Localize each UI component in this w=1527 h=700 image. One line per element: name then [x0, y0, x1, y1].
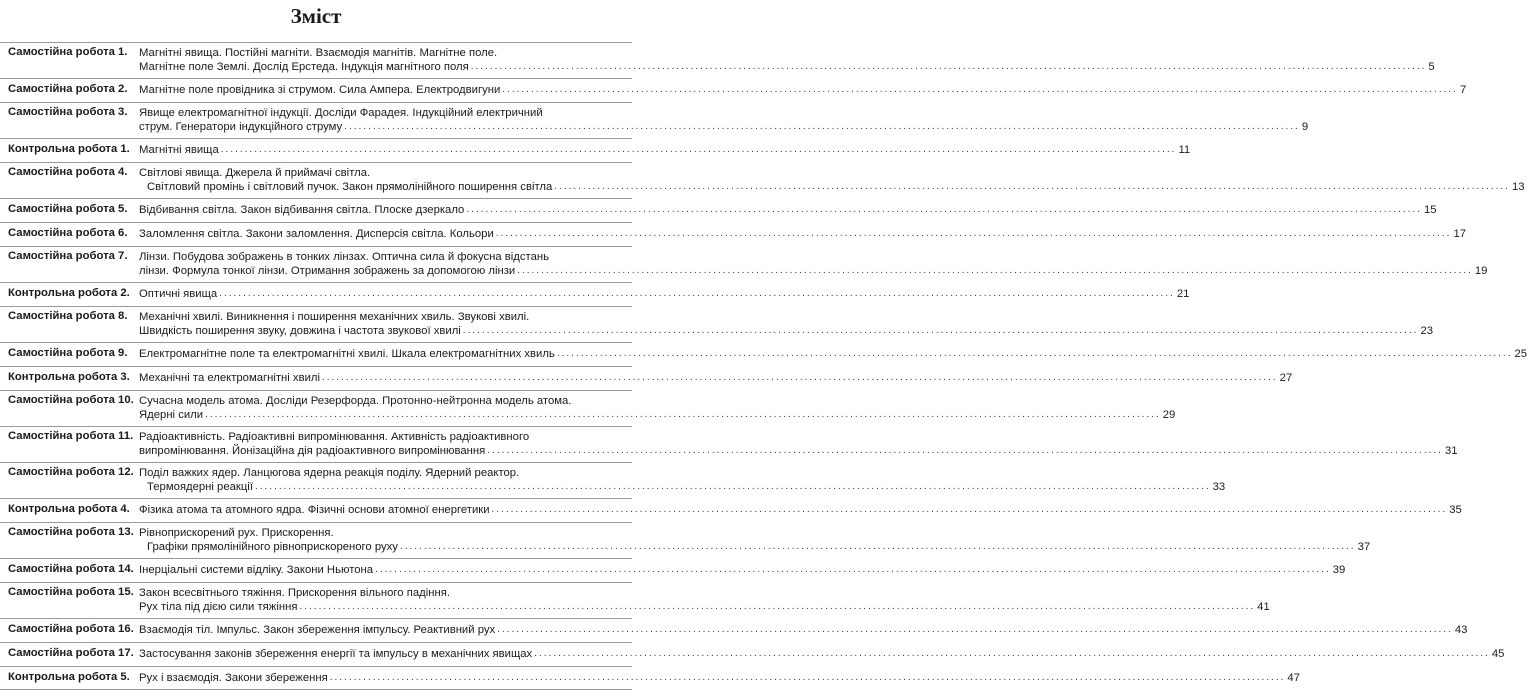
toc-entry [0, 222, 1467, 246]
toc-entry [0, 498, 1462, 522]
toc-entry [0, 366, 1293, 390]
toc-entry [0, 666, 1300, 690]
toc-entry-text: Термоядерні реакції [147, 481, 253, 493]
dot-leader: ........................................................................................................................................................................................................ [502, 84, 1458, 95]
toc-entry [0, 618, 1468, 642]
dot-leader: ........................................................................................................................................................................................................ [497, 624, 1453, 635]
toc-entry-label: Самостійна робота 9. [8, 347, 128, 359]
toc-page-number: 17 [1453, 228, 1467, 240]
toc-entry [0, 522, 1371, 558]
toc-entry-label: Самостійна робота 3. [8, 106, 128, 118]
dot-leader: ........................................................................................................................................................................................................ [344, 121, 1300, 132]
toc-entry [0, 198, 1437, 222]
toc-page-number: 19 [1474, 265, 1488, 277]
toc-page-number: 25 [1514, 348, 1527, 360]
toc-entry-text: Світлові явища. Джерела й приймачі світла. [139, 167, 371, 179]
toc-entry [0, 642, 1505, 666]
toc-page-number: 41 [1257, 601, 1270, 613]
toc-entry-label: Самостійна робота 12. [8, 466, 134, 478]
dot-leader: ........................................................................................................................................................................................................ [399, 541, 1356, 552]
toc-entry [0, 42, 1435, 78]
toc-entry [0, 138, 1191, 162]
toc-entry [0, 78, 1467, 102]
toc-entry [0, 162, 1525, 198]
dot-leader: ........................................................................................................................................................................................................ [299, 601, 1256, 612]
toc-entry-text: Електромагнітне поле та електромагнітні хвилі. Шкала електромагнітних хвиль [139, 348, 555, 360]
toc-entry-text: Застосування законів збереження енергії та імпульсу в механічних явищах [139, 648, 533, 660]
toc-entry-text: Відбивання світла. Закон відбивання світла. Плоске дзеркало [139, 204, 465, 216]
toc-entry-text: випромінювання. Йонізаційна дія радіоактивного випромінювання [139, 445, 486, 457]
toc-page-number: 23 [1420, 325, 1434, 337]
dot-leader: ........................................................................................................................................................................................................ [554, 181, 1510, 192]
dot-leader: ........................................................................................................................................................................................................ [491, 504, 1448, 515]
toc-page-number: 47 [1287, 672, 1300, 684]
toc-entry-label: Самостійна робота 7. [8, 250, 128, 262]
toc-page-number: 5 [1428, 61, 1435, 73]
toc-entry-label: Самостійна робота 11. [8, 430, 134, 442]
dot-leader: ........................................................................................................................................................................................................ [329, 672, 1286, 683]
toc-entry-label: Самостійна робота 8. [8, 310, 128, 322]
toc-entry-label: Самостійна робота 10. [8, 394, 134, 406]
toc-entry [0, 306, 1434, 342]
toc-entry-text: Графіки прямолінійного рівноприскореного руху [147, 541, 398, 553]
toc-entry-label: Самостійна робота 6. [8, 227, 128, 239]
toc-entry [0, 582, 1270, 618]
toc-entry-text: Рух і взаємодія. Закони збереження [139, 672, 328, 684]
dot-leader: ........................................................................................................................................................................................................ [556, 348, 1513, 359]
dot-leader: ........................................................................................................................................................................................................ [205, 409, 1161, 420]
toc-entry-text: Заломлення світла. Закони заломлення. Дисперсія світла. Кольори [139, 228, 494, 240]
toc-page-number: 43 [1454, 624, 1468, 636]
toc-entry-text: Ядерні сили [139, 409, 204, 421]
toc-page-number: 21 [1176, 288, 1190, 300]
dot-leader: ........................................................................................................................................................................................................ [220, 144, 1177, 155]
toc-entry-text: Оптичні явища [139, 288, 218, 300]
toc-entry-label: Контрольна робота 1. [8, 143, 130, 155]
toc-entry-label: Самостійна робота 17. [8, 647, 134, 659]
dot-leader: ........................................................................................................................................................................................................ [517, 265, 1473, 276]
toc-entry-text: Сучасна модель атома. Досліди Резерфорда. Протонно-нейтронна модель атома. [139, 395, 572, 407]
dot-leader: ........................................................................................................................................................................................................ [495, 228, 1452, 239]
toc-entry-label: Контрольна робота 5. [8, 671, 130, 683]
toc-entry-text: Рівноприскорений рух. Прискорення. [139, 527, 334, 539]
toc-entry-text: Магнітні явища [139, 144, 219, 156]
toc-entry-text: Швидкість поширення звуку, довжина і частота звукової хвилі [139, 325, 461, 337]
page-title: Зміст [290, 4, 342, 28]
toc-entry-text: лінзи. Формула тонкої лінзи. Отримання зображень за допомогою лінзи [139, 265, 516, 277]
toc-entry-text: Поділ важких ядер. Ланцюгова ядерна реакція поділу. Ядерний реактор. [139, 467, 520, 479]
dot-leader: ........................................................................................................................................................................................................ [534, 648, 1490, 659]
toc-entry-text: Механічні та електромагнітні хвилі [139, 372, 320, 384]
toc-entry-text: Взаємодія тіл. Імпульс. Закон збереження імпульсу. Реактивний рух [139, 624, 496, 636]
toc-entry [0, 426, 1458, 462]
toc-entry-text: струм. Генератори індукційного струму [139, 121, 343, 133]
toc-page-number: 7 [1459, 84, 1467, 96]
toc-entry [0, 282, 1190, 306]
dot-leader: ........................................................................................................................................................................................................ [487, 445, 1443, 456]
toc-page-number: 33 [1212, 481, 1226, 493]
toc-entry-text: Лінзи. Побудова зображень в тонких лінзах. Оптична сила й фокусна відстань [139, 251, 549, 263]
toc-entry-text: Явище електромагнітної індукції. Досліди Фарадея. Індукційний електричний [139, 107, 543, 119]
toc-entry [0, 462, 1226, 498]
dot-leader: ........................................................................................................................................................................................................ [254, 481, 1211, 492]
toc-page-number: 13 [1511, 181, 1525, 193]
toc-page-number: 35 [1449, 504, 1462, 516]
toc-page-number: 37 [1357, 541, 1371, 553]
dot-leader: ........................................................................................................................................................................................................ [322, 372, 1278, 383]
dot-leader: ........................................................................................................................................................................................................ [466, 204, 1423, 215]
toc-page-number: 39 [1332, 564, 1346, 576]
toc-entry-label: Самостійна робота 2. [8, 83, 128, 95]
toc-entry-label: Самостійна робота 16. [8, 623, 134, 635]
toc-page-number: 15 [1424, 204, 1437, 216]
toc-entry-label: Контрольна робота 4. [8, 503, 130, 515]
toc-entry-text: Закон всесвітнього тяжіння. Прискорення вільного падіння. [139, 587, 450, 599]
dot-leader: ........................................................................................................................................................................................................ [375, 564, 1331, 575]
toc-page-number: 29 [1162, 409, 1176, 421]
toc-entry-text: Рух тіла під дією сили тяжіння [139, 601, 298, 613]
toc-entry [0, 558, 1346, 582]
toc-entry-text: Магнітне поле провідника зі струмом. Сила Ампера. Електродвигуни [139, 84, 501, 96]
toc-entry [0, 102, 1309, 138]
toc-page-number: 31 [1444, 445, 1458, 457]
toc-entry-text: Світловий промінь і світловий пучок. Закон прямолінійного поширення світла [147, 181, 553, 193]
toc-page-number: 11 [1178, 144, 1191, 156]
toc-entry-label: Самостійна робота 4. [8, 166, 128, 178]
toc-entry-label: Самостійна робота 15. [8, 586, 134, 598]
table-of-contents [0, 42, 1527, 690]
toc-entry-label: Самостійна робота 14. [8, 563, 134, 575]
toc-entry-label: Самостійна робота 5. [8, 203, 128, 215]
toc-entry-label: Самостійна робота 1. [8, 46, 128, 58]
toc-entry [0, 390, 1176, 426]
dot-leader: ........................................................................................................................................................................................................ [219, 288, 1175, 299]
toc-page-number: 9 [1301, 121, 1309, 133]
toc-entry [0, 342, 1527, 366]
toc-page-number: 27 [1279, 372, 1293, 384]
toc-entry [0, 246, 1488, 282]
toc-entry-label: Контрольна робота 2. [8, 287, 130, 299]
toc-entry-text: Магнітні явища. Постійні магніти. Взаємодія магнітів. Магнітне поле. [139, 47, 498, 59]
toc-entry-text: Радіоактивність. Радіоактивні випромінювання. Активність радіоактивного [139, 431, 530, 443]
toc-entry-text: Фізика атома та атомного ядра. Фізичні основи атомної енергетики [139, 504, 490, 516]
toc-entry-text: Механічні хвилі. Виникнення і поширення механічних хвиль. Звукові хвилі. [139, 311, 530, 323]
toc-entry-text: Інерціальні системи відліку. Закони Ньютона [139, 564, 374, 576]
toc-entry-label: Самостійна робота 13. [8, 526, 134, 538]
dot-leader: ........................................................................................................................................................................................................ [462, 325, 1419, 336]
toc-entry-label: Контрольна робота 3. [8, 371, 130, 383]
toc-page-number: 45 [1491, 648, 1505, 660]
dot-leader: ........................................................................................................................................................................................................ [470, 61, 1427, 72]
toc-entry-text: Магнітне поле Землі. Дослід Ерстеда. Індукція магнітного поля [139, 61, 469, 73]
